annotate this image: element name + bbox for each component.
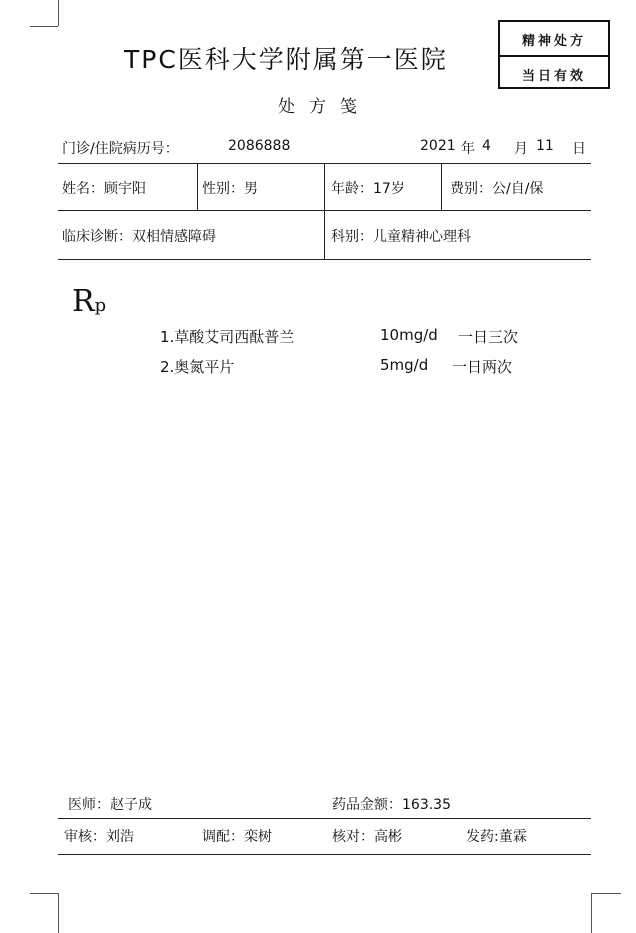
date-year: 2021 bbox=[420, 138, 456, 154]
document-type-title: 处方笺 bbox=[278, 97, 371, 117]
doctor-signature: 医师：赵子成 bbox=[68, 797, 152, 813]
crop-mark-bottom-right-h bbox=[591, 893, 621, 894]
table-divider-center bbox=[324, 163, 325, 259]
footer-rule-bottom bbox=[58, 854, 591, 855]
record-number-label: 门诊/住院病历号： bbox=[62, 141, 179, 157]
dispenser-signature: 调配：栾树 bbox=[202, 829, 272, 845]
fee-category: 费别：公/自/保 bbox=[450, 181, 544, 197]
rx-item-2-name: 2.奥氮平片 bbox=[160, 358, 235, 376]
patient-name: 姓名：顾宇阳 bbox=[62, 181, 146, 197]
rx-item-2-dose: 5mg/d bbox=[380, 356, 429, 374]
crop-mark-bottom-left-v bbox=[58, 893, 59, 933]
rx-symbol-r: R bbox=[72, 284, 95, 319]
crop-mark-top-left-v bbox=[58, 0, 59, 26]
reviewer-signature: 审核：刘浩 bbox=[64, 829, 134, 845]
department: 科别：儿童精神心理科 bbox=[331, 229, 471, 245]
rx-item-2-frequency: 一日两次 bbox=[452, 358, 513, 376]
date-day: 11 bbox=[536, 138, 554, 154]
crop-mark-top-left-h bbox=[30, 26, 58, 27]
date-month-unit: 月 bbox=[514, 141, 528, 157]
stamp-line-valid-today: 当日有效 bbox=[521, 69, 586, 84]
rx-item-1-dose: 10mg/d bbox=[380, 326, 438, 344]
rx-item-1-name: 1.草酸艾司西酞普兰 bbox=[160, 328, 295, 346]
checker-signature: 核对：高彬 bbox=[332, 829, 402, 845]
table-divider-age-fee bbox=[441, 163, 442, 210]
clinical-diagnosis: 临床诊断：双相情感障碍 bbox=[62, 229, 216, 245]
record-number-value: 2086888 bbox=[228, 138, 291, 154]
patient-sex: 性别：男 bbox=[202, 181, 258, 197]
crop-mark-bottom-left-h bbox=[30, 893, 58, 894]
drug-amount: 药品金额：163.35 bbox=[332, 797, 451, 813]
table-rule-bottom bbox=[58, 259, 591, 260]
date-year-unit: 年 bbox=[461, 141, 475, 157]
date-day-unit: 日 bbox=[572, 141, 586, 157]
hospital-name: TPC医科大学附属第一医院 bbox=[124, 45, 448, 74]
table-divider-name-sex bbox=[197, 163, 198, 210]
crop-mark-bottom-right-v bbox=[591, 893, 592, 933]
rx-symbol-p: p bbox=[94, 295, 107, 316]
stamp-line-psychiatric: 精神处方 bbox=[521, 34, 586, 49]
patient-age: 年龄：17岁 bbox=[331, 181, 405, 197]
issuer-signature: 发药:董霖 bbox=[466, 829, 527, 845]
footer-rule-top bbox=[58, 818, 591, 819]
rx-symbol bbox=[72, 284, 106, 319]
prescription-type-stamp bbox=[498, 20, 610, 89]
date-month: 4 bbox=[482, 138, 491, 154]
stamp-divider bbox=[500, 55, 608, 57]
rx-item-1-frequency: 一日三次 bbox=[458, 328, 519, 346]
